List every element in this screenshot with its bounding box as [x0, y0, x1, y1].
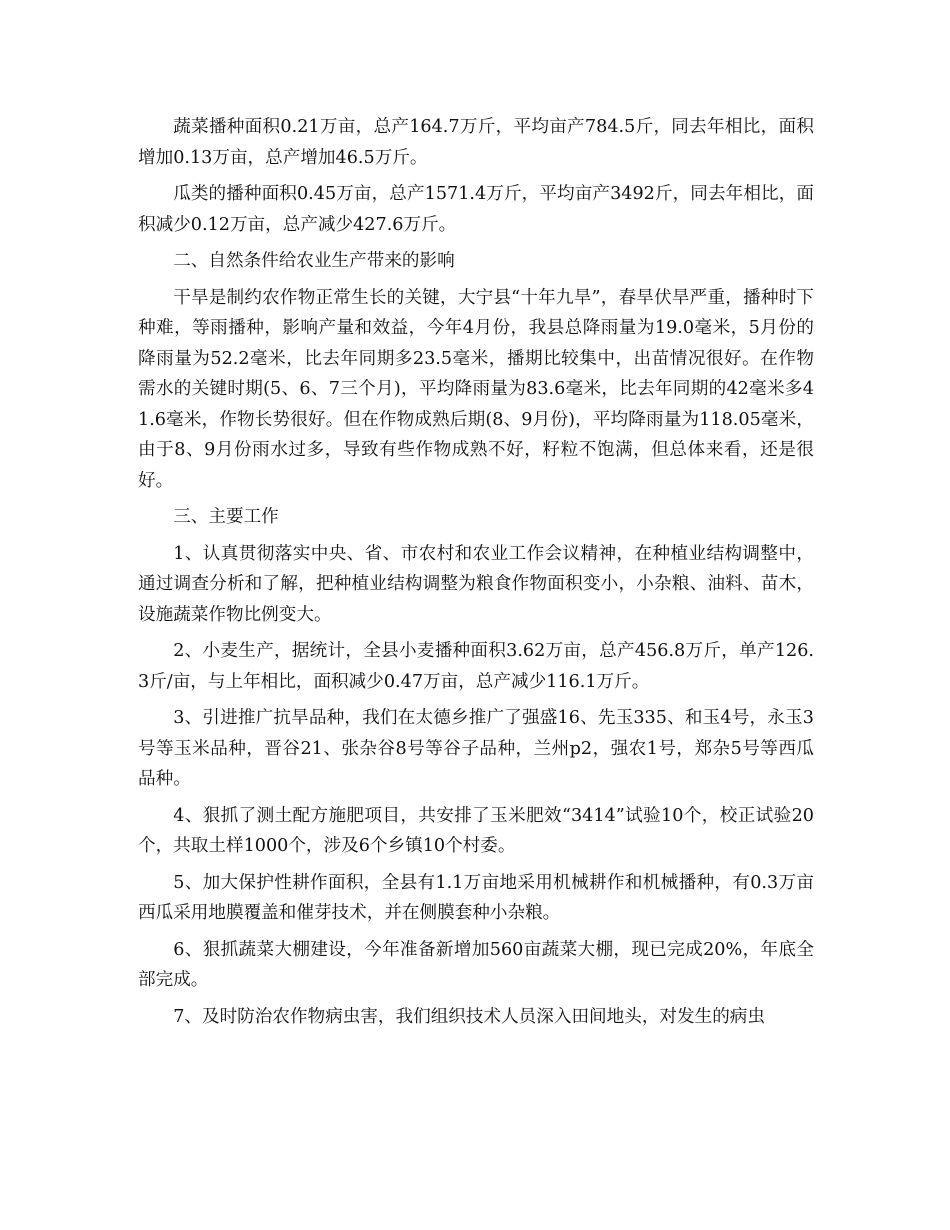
paragraph-melons: 瓜类的播种面积0.45万亩，总产1571.4万斤，平均亩产3492斤，同去年相比，面积减少0.12万亩，总产减少427.6万斤。: [138, 184, 814, 235]
paragraph-drought-rainfall: 干旱是制约农作物正常生长的关键，大宁县“十年九旱”，春旱伏旱严重，播种时下种难，等雨播种，影响产量和效益，今年4月份，我县总降雨量为19.0毫米，5月份的降雨量为52.2毫米，比去年同期多23.5毫米，播期比较集中，出苗情况很好。在作物需水的关键时期(5、6、7三个月)，平均降雨量为83.6毫米，比去年同期的42毫米多41.6毫米，作物长势很好。但在作物成熟后期(8、9月份)，平均降雨量为118.05毫米，由于8、9月份雨水过多，导致有些作物成熟不好，籽粒不饱满，但总体来看，还是很好。: [138, 287, 814, 491]
paragraph-work-item-1: 1、认真贯彻落实中央、省、市农村和农业工作会议精神，在种植业结构调整中，通过调查分析和了解，把种植业结构调整为粮食作物面积变小，小杂粮、油料、苗木，设施蔬菜作物比例变大。: [138, 543, 814, 625]
paragraph-vegetables: 蔬菜播种面积0.21万亩，总产164.7万斤，平均亩产784.5斤，同去年相比，面积增加0.13万亩，总产增加46.5万斤。: [138, 117, 814, 168]
paragraph-work-item-7: 7、及时防治农作物病虫害，我们组织技术人员深入田间地头，对发生的病虫: [173, 1006, 765, 1027]
paragraph-work-item-4: 4、狠抓了测土配方施肥项目，共安排了玉米肥效“3414”试验10个，校正试验20个，共取土样1000个，涉及6个乡镇10个村委。: [138, 805, 814, 856]
paragraph-work-item-2: 2、小麦生产，据统计，全县小麦播种面积3.62万亩，总产456.8万斤，单产126.3斤/亩，与上年相比，面积减少0.47万亩，总产减少116.1万斤。: [138, 641, 814, 692]
paragraph-work-item-6: 6、狠抓蔬菜大棚建设，今年准备新增加560亩蔬菜大棚，现已完成20%，年底全部完成。: [138, 939, 814, 990]
document-page: [138, 112, 814, 1038]
section-heading-main-work: 三、主要工作: [173, 507, 279, 527]
paragraph-work-item-5: 5、加大保护性耕作面积，全县有1.1万亩地采用机械耕作和机械播种，有0.3万亩西瓜采用地膜覆盖和催芽技术，并在侧膜套种小杂粮。: [138, 872, 814, 923]
section-heading-natural-conditions: 二、自然条件给农业生产带来的影响: [173, 251, 455, 271]
paragraph-work-item-3: 3、引进推广抗旱品种，我们在太德乡推广了强盛16、先玉335、和玉4号，永玉3号等玉米品种，晋谷21、张杂谷8号等谷子品种，兰州p2，强农1号，郑杂5号等西瓜品种。: [138, 708, 814, 789]
